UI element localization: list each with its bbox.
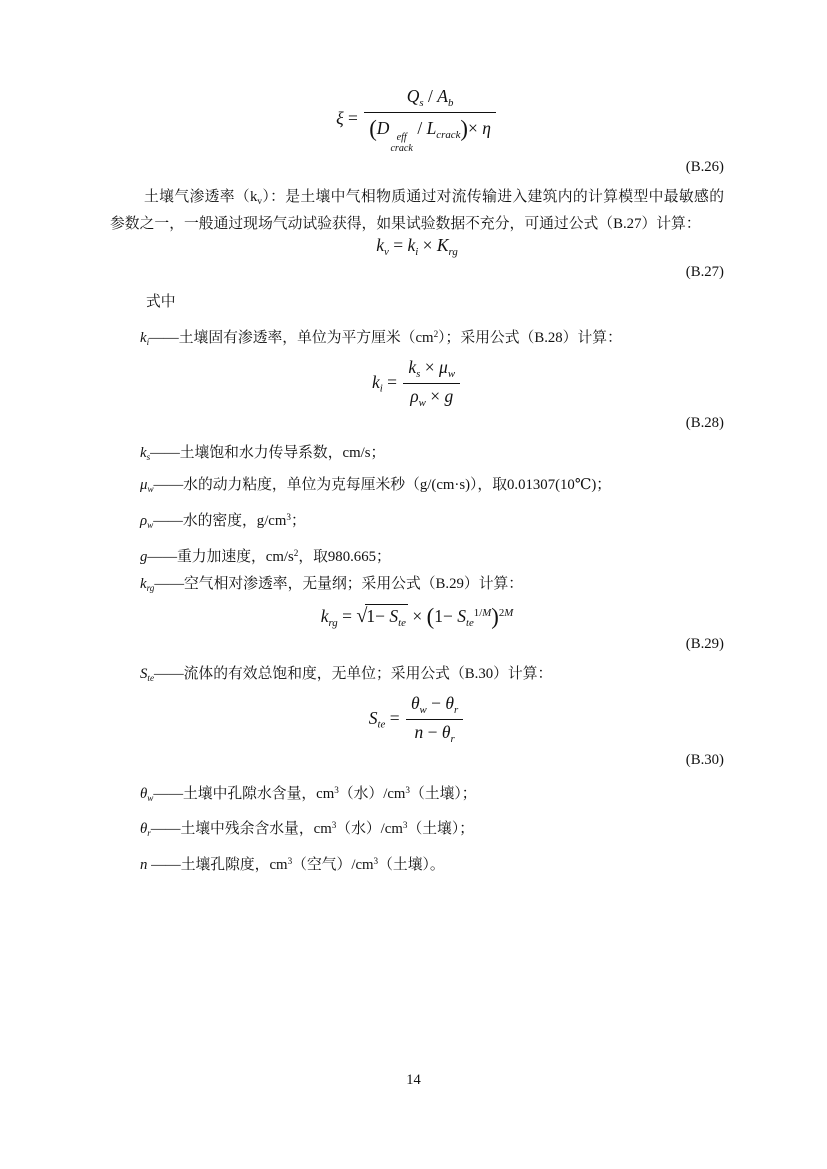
formula-segment: S [368,707,378,728]
equation-b29 [110,603,724,653]
definition-item-muw [140,472,724,504]
formula-segment: 3 [287,856,293,867]
equation-b28-label: (B.28) [685,415,724,432]
formula-segment: （水）/cm [338,785,406,802]
formula-segment: μ [140,477,148,494]
formula-segment [364,86,496,154]
formula-segment: k [140,330,147,346]
equation-b28 [110,357,724,433]
formula-segment: ——空气相对渗透率，无量纲；采用公式（B.29）计算： [154,576,524,593]
formula-segment: 3 [405,784,410,795]
formula-segment: θ [410,692,420,713]
formula-segment: ，取980.665； [298,548,391,565]
formula-segment: = [337,605,357,626]
formula-segment: crack [436,129,461,142]
formula-segment: ( [369,116,377,142]
formula-segment: × [407,605,427,626]
formula-segment: rg [328,616,338,629]
formula-segment [390,133,413,154]
formula-segment: ——水的密度，g/cm [153,512,287,529]
definition-item-ks [140,440,724,472]
formula-segment: ——水的动力粘度，单位为克每厘米秒（g/(cm·s)），取0.01307(10℃)； [153,477,612,494]
formula-segment: Q [406,86,420,106]
formula-segment: D [376,118,390,139]
formula-segment: w [418,396,426,409]
formula-segment: k [376,234,384,255]
formula-segment: k [371,371,380,392]
formula-segment: crack [390,142,413,154]
formula-segment [403,384,460,410]
formula-segment: ρ [410,386,419,407]
formula-segment: A [437,86,448,106]
formula-segment: r [450,733,455,746]
definition-item-ste [140,661,724,693]
equation-b29-label: (B.29) [685,636,724,653]
formula-segment: = [343,108,363,129]
formula-segment: （空气）/cm [292,857,374,874]
formula-segment: 3 [373,856,379,867]
formula-segment [406,720,463,746]
formula-segment: rg [146,583,155,594]
formula-segment: g [444,386,454,407]
formula-segment: 3 [331,820,337,831]
definition-item-g [140,540,724,572]
formula-segment: rg [448,245,458,258]
formula-segment: r [147,828,151,839]
formula-segment: ——土壤饱和水力传导系数，cm/s； [150,445,386,462]
formula-segment: （土壤）； [407,821,475,838]
formula-segment: ）；采用公式（B.28）计算： [438,330,622,346]
formula-segment: × [467,118,483,139]
definition-list-2 [110,777,724,880]
definition-item-thetar [140,812,724,848]
formula-segment: = [388,234,408,255]
formula-segment: ——土壤中残余含水量，cm [150,821,332,838]
formula-segment: ——流体的有效总饱和度，无单位；采用公式（B.30）计算： [154,666,553,683]
formula-segment [364,113,496,154]
formula-segment [403,357,460,411]
formula-segment: （土壤）； [409,785,477,802]
formula-segment: k [140,576,147,593]
formula-segment: te [465,616,474,629]
formula-segment: M [482,607,492,619]
formula-segment: η [482,118,491,139]
formula-segment: ——土壤孔隙度，cm [147,857,288,874]
formula-segment [365,604,408,629]
equation-b30 [110,693,724,769]
formula-segment: w [447,367,456,380]
formula-segment: 2 [293,547,299,558]
formula-segment: 1− [434,605,458,626]
formula-segment: θ [140,785,148,802]
formula-segment: w [419,703,427,716]
formula-segment: 3 [334,784,339,795]
formula-segment: × [425,386,445,407]
definition-item-n [140,848,724,880]
equation-b30-formula [110,693,724,747]
equation-b30-label: (B.30) [685,751,724,768]
formula-segment: 1/ [473,607,483,619]
formula-segment: w [147,484,154,495]
formula-segment: − [423,722,442,743]
body-paragraph [110,186,724,234]
formula-segment: √ [356,604,368,627]
formula-segment [364,86,496,113]
formula-segment: te [147,673,155,684]
formula-segment: M [504,607,514,619]
formula-segment [406,693,463,747]
formula-segment: θ [140,821,148,838]
formula-segment: i [415,245,419,258]
definition-item-ki [140,321,724,357]
formula-intro: 式中 [146,293,176,310]
formula-segment: w [147,792,154,803]
formula-segment: ρ [140,512,148,529]
formula-segment: （土壤）。 [378,857,445,874]
formula-segment: × [420,356,440,377]
equation-b27-label: (B.27) [685,263,724,280]
formula-segment: 土壤气渗透率（k [144,189,258,206]
formula-segment: / [412,118,427,139]
formula-segment: k [407,234,416,255]
formula-segment: te [377,718,386,731]
formula-segment: 2 [433,328,439,339]
equation-b26-label: (B.26) [685,159,724,176]
page-content [110,86,724,880]
formula-segment: s [416,367,421,380]
formula-segment: μ [439,356,448,377]
formula-segment: s [146,452,151,463]
formula-segment: 3 [402,820,408,831]
equation-b27-formula [110,235,724,259]
formula-segment: K [436,234,449,255]
formula-segment: n [414,722,424,743]
formula-segment: × [418,234,437,255]
formula-segment: = [382,371,402,392]
formula-segment: L [426,118,437,139]
formula-segment: ； [290,512,306,529]
equation-b28-formula [110,357,724,411]
formula-segment: 3 [286,511,291,522]
formula-segment: ）：是土壤中气相物质通过对流传输进入建筑内的计算模型中最敏感的参数之一，一般通过现场气动试验获得，如果试验数据不充分，可通过公式（B.27）计算： [110,189,724,232]
formula-segment: / [423,86,438,106]
definition-item-thetaw [140,777,724,813]
formula-segment: k [320,605,329,626]
formula-segment: θ [441,722,451,743]
definition-item-krg [140,571,724,603]
equation-b26 [110,86,724,176]
formula-segment: S [389,605,399,626]
formula-segment: te [398,616,406,629]
formula-segment: ——土壤固有渗透率，单位为平方厘米（cm [149,330,434,346]
equation-b26-formula [110,86,724,154]
formula-segment: v [257,196,262,207]
formula-segment: θ [445,692,455,713]
formula-segment: b [447,96,454,109]
formula-segment: − [426,692,446,713]
formula-segment: k [140,445,147,462]
formula-segment: ) [491,603,499,629]
formula-segment: i [146,337,150,348]
formula-segment: ——重力加速度，cm/s [147,548,294,565]
equation-b29-formula [110,603,724,631]
formula-segment [406,693,463,720]
formula-segment: r [454,703,459,716]
formula-segment: i [379,382,383,395]
formula-segment: = [385,707,404,728]
formula-segment: eff [396,132,407,144]
formula-segment: 2 [498,607,505,619]
page-number: 14 [406,1072,421,1088]
formula-segment: ) [460,116,468,142]
formula-segment: n [140,857,148,874]
formula-segment: s [419,96,424,109]
definition-list-1 [110,440,724,602]
formula-segment: S [457,605,466,626]
formula-segment: 1− [366,605,390,626]
formula-segment: w [147,520,154,531]
formula-segment: g [140,548,148,565]
formula-segment [403,357,460,384]
formula-segment: ( [426,603,435,629]
formula-segment: v [383,245,389,258]
formula-segment: ξ [336,108,344,129]
formula-segment: ——土壤中孔隙水含量，cm [153,785,335,802]
equation-b27 [110,235,724,281]
definition-item-rhow [140,504,724,540]
formula-segment: S [140,666,148,683]
formula-segment: k [408,356,417,377]
formula-segment: （水）/cm [336,821,403,838]
